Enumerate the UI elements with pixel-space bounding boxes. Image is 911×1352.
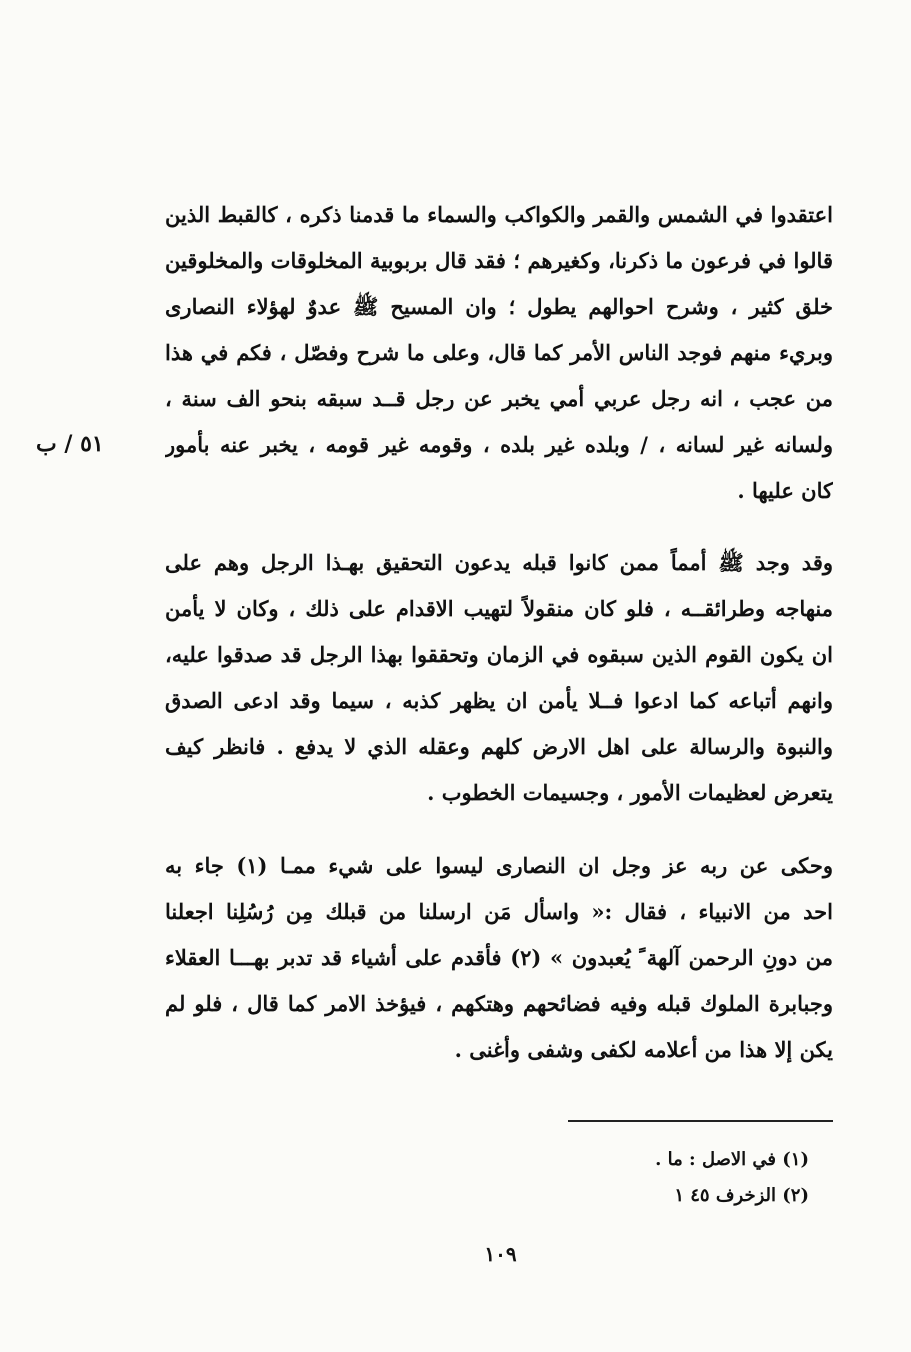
footnotes [655,1142,809,1214]
paragraph-line: وقد وجد ﷺ أمماً ممن كانوا قبله يدعون التحقيق بهـذا الرجل وهم على [165,550,833,575]
footnote-1: (١) في الاصل : ما . [655,1149,809,1170]
paragraph-line: ولسانه غير لسانه ، / وبلده غير بلده ، وقومه غير قومه ، يخبر عنه بأمور [165,432,833,457]
paragraph-line: وبريء منهم فوجد الناس الأمر كما قال، وعلى ما شرح وفصّل ، فكم في هذا [165,340,833,365]
paragraph-line: منهاجه وطرائقــه ، فلو كان منقولاً لتهيب الاقدام على ذلك ، وكان لا يأمن [165,596,833,621]
paragraph-line: وانهم أتباعه كما ادعوا فــلا يأمن ان يظهر كذبه ، سيما وقد ادعى الصدق [165,688,833,713]
footnote-divider [568,1120,833,1122]
paragraph-line: يكن إلا هذا من أعلامه لكفى وشفى وأغنى . [454,1037,833,1062]
paragraph-3 [165,843,833,1073]
paragraph-line: وحكى عن ربه عز وجل ان النصارى ليسوا على شيء ممـا (١) جاء به [165,853,833,878]
paragraph-line: احد من الانبياء ، فقال :« واسأل مَن ارسلنا من قبلك مِن رُسُلِنا اجعلنا [165,899,833,924]
paragraph-line: خلق كثير ، وشرح احوالهم يطول ؛ وان المسيح ﷺ عدوٌ لهؤلاء النصارى [165,294,833,319]
paragraph-1 [165,192,833,514]
margin-folio-note: ٥١ / ب [36,431,104,457]
footnote-2: (٢) الزخرف ٤٥ ١ [674,1185,809,1206]
paragraph-line: وجبابرة الملوك قبله وفيه فضائحهم وهتكهم ، فيؤخذ الامر كما قال ، فلو لم [165,991,833,1016]
page-number: ١٠٩ [484,1242,517,1266]
paragraph-line: والنبوة والرسالة على اهل الارض كلهم وعقله الذي لا يدفع . فانظر كيف [165,734,833,759]
paragraph-line: اعتقدوا في الشمس والقمر والكواكب والسماء ما قدمنا ذكره ، كالقبط الذين [165,202,833,227]
paragraph-line: يتعرض لعظيمات الأمور ، وجسيمات الخطوب . [427,780,833,805]
paragraph-line: من دونِ الرحمن آلهة ً يُعبدون » (٢) فأقدم على أشياء قد تدبر بهـــا العقلاء [165,945,833,970]
paragraph-line: قالوا في فرعون ما ذكرنا، وكغيرهم ؛ فقد قال بربوبية المخلوقات والمخلوقين [165,248,833,273]
paragraph-line: من عجب ، انه رجل عربي أمي يخبر عن رجل قــد سبقه بنحو الف سنة ، [165,386,833,411]
paragraph-2 [165,540,833,816]
paragraph-line: كان عليها . [737,478,833,503]
paragraph-line: ان يكون القوم الذين سبقوه في الزمان وتحققوا بهذا الرجل قد صدقوا عليه، [165,642,833,667]
